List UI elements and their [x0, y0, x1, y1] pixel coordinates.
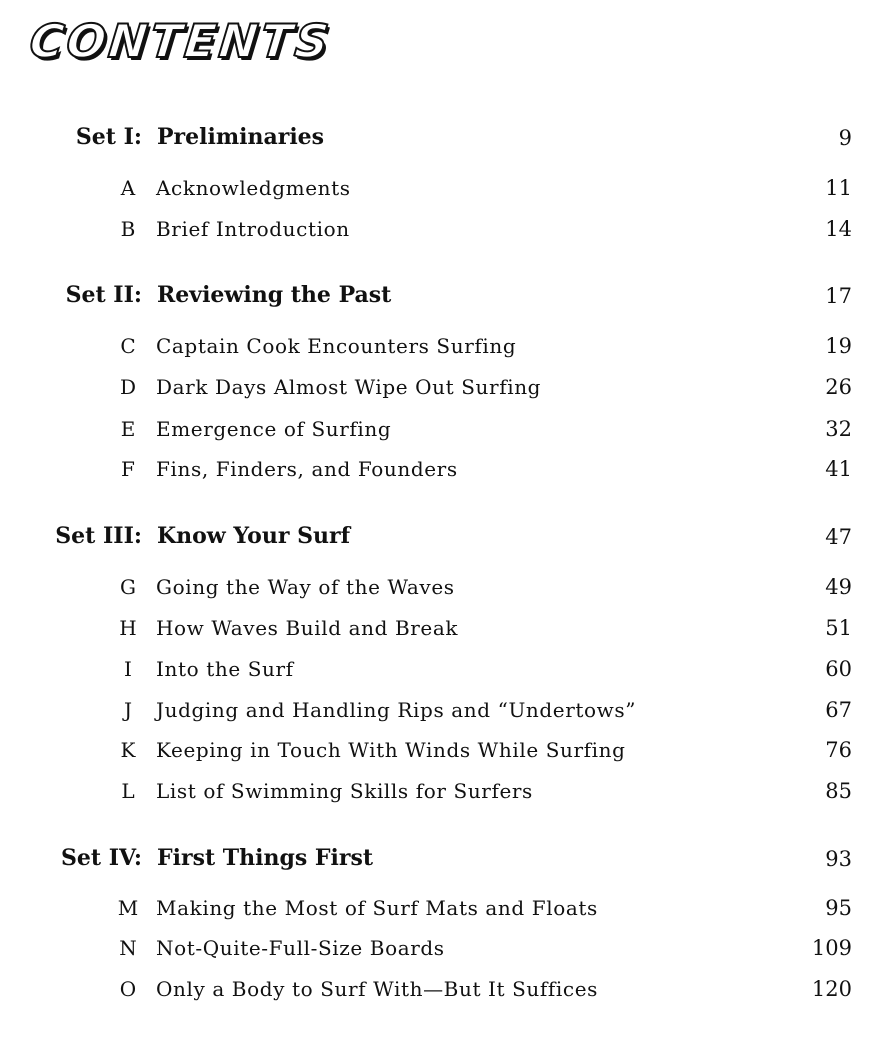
chapter-letter: N: [119, 936, 137, 960]
set-label: Set II:: [65, 282, 142, 308]
chapter-letter: E: [120, 417, 136, 441]
set-row: [0, 845, 890, 879]
chapter-letter: F: [121, 457, 135, 481]
page-number: 17: [825, 284, 852, 308]
chapter-title: Fins, Finders, and Founders: [156, 457, 458, 481]
chapter-title: List of Swimming Skills for Surfers: [156, 779, 533, 803]
set-label: Set I:: [75, 124, 142, 150]
chapter-row: [0, 614, 890, 648]
chapter-title: Going the Way of the Waves: [156, 575, 455, 599]
chapter-letter: B: [120, 217, 136, 241]
set-row: [0, 124, 890, 158]
chapter-row: [0, 696, 890, 730]
chapter-letter: H: [119, 616, 137, 640]
page-number: 67: [825, 698, 852, 722]
set-row: [0, 523, 890, 557]
chapter-row: [0, 934, 890, 968]
chapter-title: Into the Surf: [156, 657, 294, 681]
chapter-letter: M: [117, 896, 139, 920]
chapter-letter: J: [123, 698, 133, 722]
page-number: 51: [825, 616, 852, 640]
set-row: [0, 282, 890, 316]
page-number: 26: [825, 375, 852, 399]
page-number: 49: [825, 575, 852, 599]
page-number: 120: [811, 977, 852, 1001]
chapter-row: [0, 215, 890, 249]
page-number: 60: [825, 657, 852, 681]
chapter-letter: G: [120, 575, 136, 599]
page-number: 11: [825, 176, 852, 200]
chapter-letter: L: [121, 779, 135, 803]
set-title: First Things First: [157, 845, 374, 871]
chapter-title: Making the Most of Surf Mats and Floats: [156, 896, 598, 920]
set-title: Reviewing the Past: [157, 282, 392, 308]
chapter-title: Captain Cook Encounters Surfing: [156, 334, 517, 358]
chapter-title: Only a Body to Surf With—But It Suffices: [156, 977, 599, 1001]
chapter-title: How Waves Build and Break: [156, 616, 459, 640]
set-title: Know Your Surf: [157, 523, 351, 549]
chapter-row: [0, 777, 890, 811]
chapter-title: Emergence of Surfing: [156, 417, 392, 441]
page-title: CONTENTS: [27, 14, 335, 68]
set-label: Set III:: [55, 523, 142, 549]
page-number: 93: [825, 847, 852, 871]
chapter-letter: C: [120, 334, 136, 358]
page-number: 85: [825, 779, 852, 803]
page-number: 47: [825, 525, 852, 549]
chapter-letter: O: [119, 977, 137, 1001]
set-title: Preliminaries: [157, 124, 325, 150]
page-number: 109: [811, 936, 852, 960]
chapter-letter: D: [119, 375, 137, 399]
chapter-title: Judging and Handling Rips and “Undertows”: [156, 698, 637, 722]
set-label: Set IV:: [61, 845, 142, 871]
chapter-row: [0, 573, 890, 607]
chapter-row: [0, 736, 890, 770]
page-number: 41: [825, 457, 852, 481]
chapter-title: Dark Days Almost Wipe Out Surfing: [156, 375, 542, 399]
chapter-row: [0, 415, 890, 449]
chapter-row: [0, 655, 890, 689]
chapter-letter: I: [124, 657, 132, 681]
chapter-row: [0, 975, 890, 1009]
chapter-row: [0, 894, 890, 928]
page-number: 95: [825, 896, 852, 920]
page-number: 14: [825, 217, 852, 241]
page-number: 32: [825, 417, 852, 441]
chapter-letter: A: [120, 176, 136, 200]
page-number: 9: [838, 126, 852, 150]
chapter-title: Acknowledgments: [156, 176, 351, 200]
chapter-title: Keeping in Touch With Winds While Surfing: [156, 738, 626, 762]
chapter-letter: K: [120, 738, 136, 762]
chapter-title: Not-Quite-Full-Size Boards: [156, 936, 445, 960]
page-number: 76: [825, 738, 852, 762]
chapter-row: [0, 332, 890, 366]
chapter-row: [0, 373, 890, 407]
page-number: 19: [825, 334, 852, 358]
chapter-row: [0, 455, 890, 489]
chapter-row: [0, 174, 890, 208]
chapter-title: Brief Introduction: [156, 217, 350, 241]
